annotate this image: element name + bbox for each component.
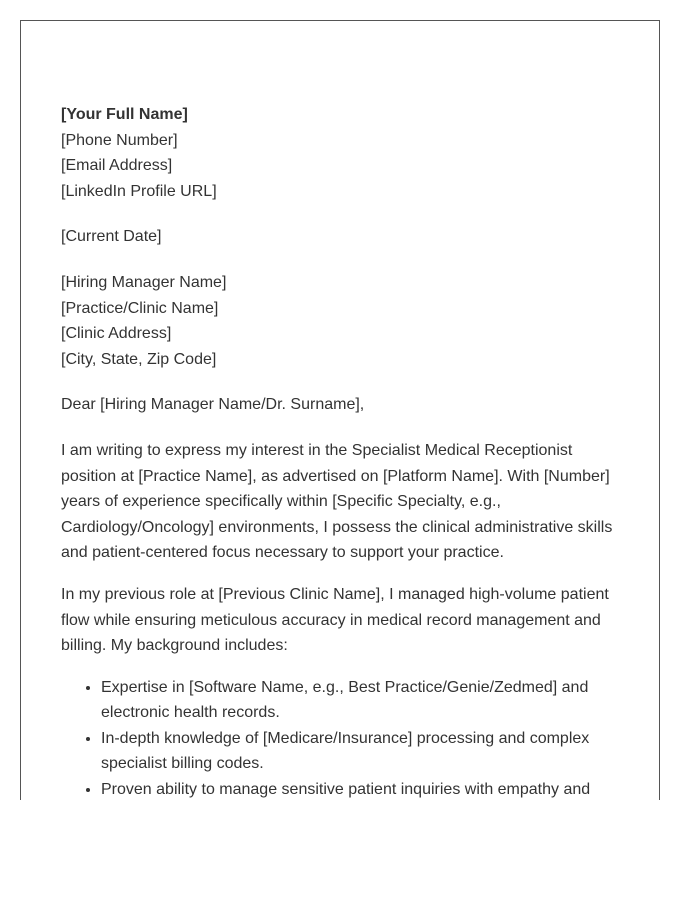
recipient-city-state-zip: [City, State, Zip Code]	[61, 350, 217, 368]
recipient-block	[61, 270, 621, 372]
list-item: • Proven ability to manage sensitive patient inquiries with empathy and	[101, 777, 621, 800]
salutation: Dear [Hiring Manager Name/Dr. Surname],	[61, 396, 365, 414]
body-paragraph-intro: I am writing to express my interest in the Specialist Medical Receptionist position at [Practice Name], as advertised on [Platform Name]. With [Number] years of experience specifically within [Specific Specialty, e.g., Cardiology/Oncology] environments, I possess the clinical administrative skills and patient-centered focus necessary to support your practice.	[61, 441, 613, 562]
sender-contact-block	[61, 102, 621, 204]
letter-date: [Current Date]	[61, 228, 162, 246]
date-block	[61, 224, 621, 250]
sender-email: [Email Address]	[61, 157, 173, 175]
body-paragraph-experience: In my previous role at [Previous Clinic Name], I managed high-volume patient flow while ensuring meticulous accuracy in medical record management and billing. My background includes:	[61, 585, 609, 655]
letter-content	[61, 102, 621, 800]
skills-list	[61, 675, 621, 800]
sender-full-name: [Your Full Name]	[61, 106, 188, 123]
list-item: • In-depth knowledge of [Medicare/Insurance] processing and complex specialist billing codes.	[101, 726, 621, 777]
letter-page	[20, 20, 660, 800]
recipient-name: [Hiring Manager Name]	[61, 273, 227, 291]
sender-phone: [Phone Number]	[61, 131, 178, 149]
recipient-practice: [Practice/Clinic Name]	[61, 299, 219, 317]
sender-linkedin: [LinkedIn Profile URL]	[61, 182, 217, 200]
list-item: • Expertise in [Software Name, e.g., Best Practice/Genie/Zedmed] and electronic health records.	[101, 675, 621, 726]
recipient-address: [Clinic Address]	[61, 325, 172, 343]
salutation-block	[61, 392, 621, 418]
